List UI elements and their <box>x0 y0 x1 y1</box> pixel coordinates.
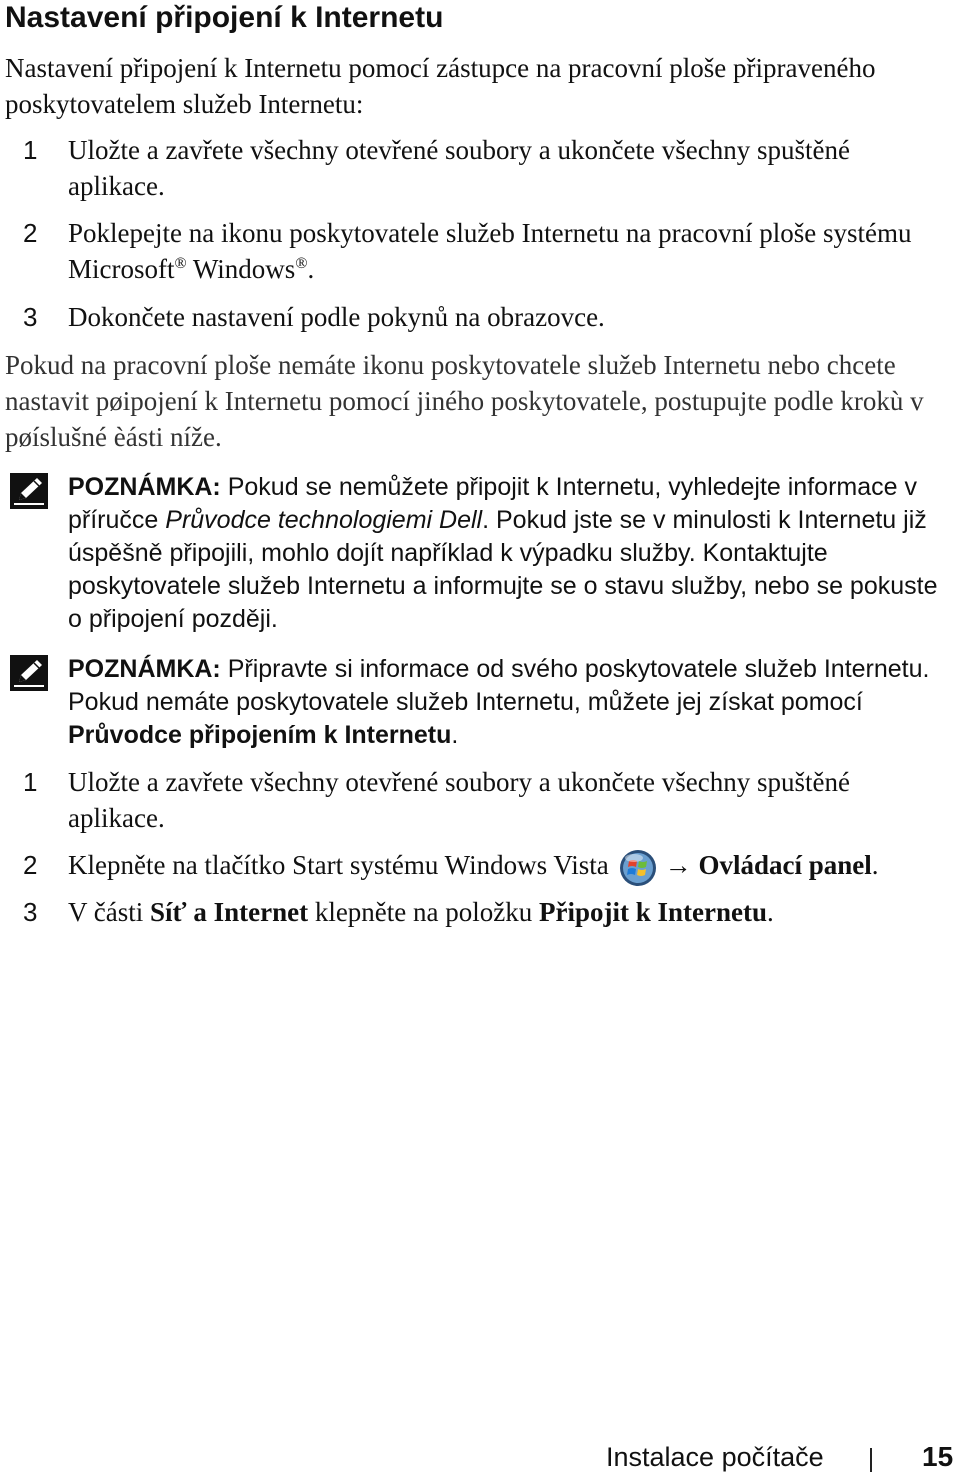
note-text: POZNÁMKA: Připravte si informace od svého poskytovatele služeb Internetu. Pokud nemáte poskytovatele služeb Internetu, můžete jej získat pomocí Průvodce připojením k Internetu. <box>68 655 930 749</box>
note-text: POZNÁMKA: Pokud se nemůžete připojit k Internetu, vyhledejte informace v příručce Průvodce technologiemi Dell. Pokud jste se v minulosti k Internetu již úspěšně připojili, mohlo dojít například k výpadku služby. Kontaktujte poskytovatele služeb Internetu a informujte se o stavu služby, nebo se pokuste o připojení později. <box>68 473 938 633</box>
intro-paragraph: Nastavení připojení k Internetu pomocí zástupce na pracovní ploše připraveného poskytovatelem služeb Internetu: <box>5 53 876 119</box>
section-heading: Nastavení připojení k Internetu <box>5 1 444 34</box>
arrow-symbol: → <box>664 850 699 880</box>
step-text: Dokončete nastavení podle pokynů na obrazovce. <box>68 302 605 332</box>
windows-start-icon <box>619 849 657 887</box>
category-name: Síť a Internet <box>150 897 309 927</box>
note-pencil-icon <box>10 473 48 509</box>
control-panel-name: Ovládací panel <box>698 850 872 880</box>
step-number: 1 <box>23 135 38 165</box>
step-number: 2 <box>23 218 38 248</box>
registered-mark: ® <box>295 255 308 272</box>
step-text: Uložte a zavřete všechny otevřené soubory a ukončete všechny spuštěné aplikace. <box>68 135 850 201</box>
step-text: Uložte a zavřete všechny otevřené soubory a ukončete všechny spuštěné aplikace. <box>68 767 850 833</box>
alternative-paragraph: Pokud na pracovní ploše nemáte ikonu poskytovatele služeb Internetu nebo chcete nastavit pøipojení k Internetu pomocí jiného poskytovatele, postupujte podle krokù v pøíslušné èásti níže. <box>5 350 924 452</box>
step-number: 3 <box>23 302 38 332</box>
page-number: 15 <box>922 1441 954 1472</box>
step-number: 2 <box>23 850 38 880</box>
step-text: V části Síť a Internet klepněte na položku Připojit k Internetu. <box>68 897 774 927</box>
registered-mark: ® <box>174 255 187 272</box>
note-pencil-icon <box>10 655 48 691</box>
footer-separator <box>870 1448 872 1472</box>
step-text: Poklepejte na ikonu poskytovatele služeb Internetu na pracovní ploše systému Microsoft® Windows®. <box>68 218 912 284</box>
footer-section-title: Instalace počítače <box>606 1442 824 1472</box>
step-text: Klepněte na tlačítko Start systému Windows Vista → Ovládací panel. <box>68 847 948 887</box>
note-label: POZNÁMKA: <box>68 473 221 501</box>
wizard-name: Průvodce připojením k Internetu <box>68 721 452 749</box>
step-number: 3 <box>23 897 38 927</box>
guide-title: Průvodce technologiemi Dell <box>165 506 483 534</box>
item-name: Připojit k Internetu <box>539 897 767 927</box>
note-label: POZNÁMKA: <box>68 655 221 683</box>
step-number: 1 <box>23 767 38 797</box>
